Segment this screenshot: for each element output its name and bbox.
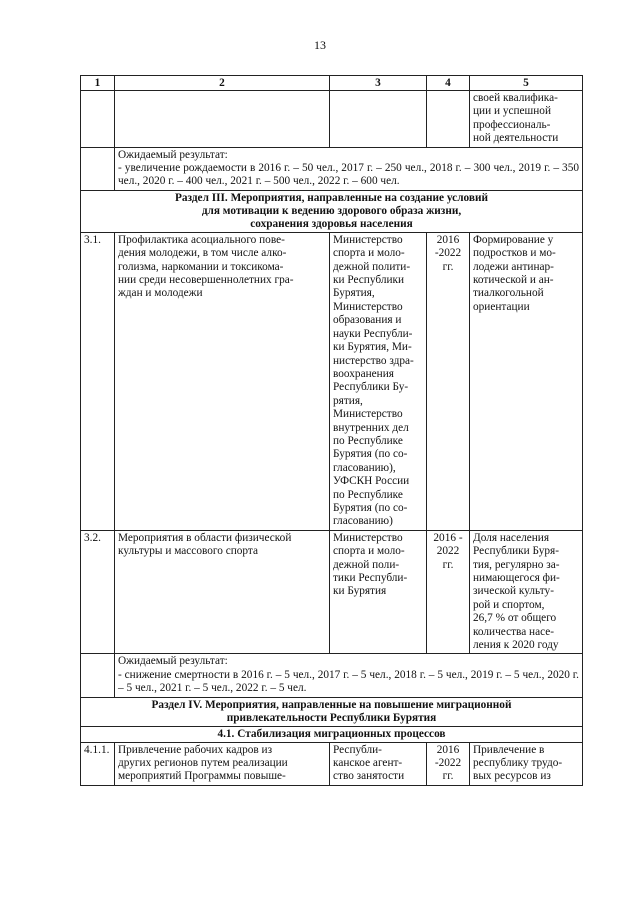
- row-number: 3.1.: [81, 232, 115, 530]
- expected-result-empty: [81, 654, 115, 697]
- text-line: лодежи антинар-: [473, 260, 554, 273]
- expected-outcome: [470, 530, 583, 654]
- text-line: 2016: [436, 743, 460, 756]
- text-line: 2016: [436, 233, 460, 246]
- period: [427, 742, 470, 785]
- text-line: Республи-: [333, 743, 382, 756]
- header-col-4: 4: [427, 76, 470, 91]
- measure-name: [115, 742, 330, 785]
- measures-table: [80, 75, 583, 786]
- text-line: ки Бурятия, Ми-: [333, 341, 412, 354]
- header-col-1: 1: [81, 76, 115, 91]
- text-line: Привлечение рабочих кадров из: [118, 743, 273, 756]
- executor: [330, 742, 427, 785]
- continued-row: [81, 91, 583, 148]
- measure-name: [115, 232, 330, 530]
- text-line: по Республике: [333, 488, 403, 501]
- text-line: вых ресурсов из: [473, 770, 551, 783]
- text-line: Профилактика асоциального пове-: [118, 233, 285, 246]
- text-line: ство занятости: [333, 770, 405, 783]
- text-line: -2022: [434, 757, 462, 770]
- expected-result-text: - увеличение рождаемости в 2016 г. – 50 чел., 2017 г. – 250 чел., 2018 г. – 300 чел., 2019 г. – 350 чел., 2020 г. – 400 чел., 2021 г. – 500 чел., 2022 г. – 600 чел.: [118, 162, 579, 188]
- text-line: рятия,: [333, 394, 363, 407]
- text-line: профессиональ-: [473, 118, 551, 131]
- text-line: -2022: [434, 247, 462, 260]
- header-col-3: 3: [330, 76, 427, 91]
- section-3-title: [81, 190, 583, 232]
- text-line: ления к 2020 году: [473, 639, 559, 652]
- continued-period: [427, 91, 470, 148]
- text-line: голизма, наркомании и токсикома-: [118, 260, 284, 273]
- text-line: спорта и моло-: [333, 247, 405, 260]
- section-3-row: [81, 190, 583, 232]
- text-line: 26,7 % от общего: [473, 612, 557, 625]
- text-line: ждан и молодежи: [118, 287, 203, 300]
- text-line: ции и успешной: [473, 105, 551, 118]
- row-number: 3.2.: [81, 530, 115, 654]
- continued-exec: [330, 91, 427, 148]
- expected-outcome: [470, 742, 583, 785]
- section-title-line: для мотивации к ведению здорового образа жизни,: [201, 204, 462, 217]
- section-title-line: Раздел IV. Мероприятия, направленные на повышение миграционной: [151, 698, 512, 711]
- text-line: других регионов путем реализации: [118, 757, 288, 770]
- text-line: Мероприятия в области физической: [118, 531, 292, 544]
- text-line: котической и ан-: [473, 274, 554, 287]
- text-line: Министерство: [333, 233, 403, 246]
- executor: [330, 232, 427, 530]
- text-line: воохранения: [333, 367, 394, 380]
- section-title-line: Раздел III. Мероприятия, направленные на создание условий: [174, 191, 489, 204]
- expected-result-cell: [115, 147, 583, 190]
- expected-result-row-1: [81, 147, 583, 190]
- text-line: канское агент-: [333, 757, 403, 770]
- text-line: дения молодежи, в том числе алко-: [118, 247, 287, 260]
- table-header-row: [81, 76, 583, 91]
- text-line: Республики Буря-: [473, 545, 559, 558]
- text-line: тиалкогольной: [473, 287, 544, 300]
- text-line: тики Республи-: [333, 572, 408, 584]
- text-line: ки Бурятия: [333, 585, 387, 598]
- text-line: нистерство здра-: [333, 354, 414, 367]
- text-line: ориентации: [473, 300, 530, 313]
- expected-result-label: Ожидаемый результат:: [118, 655, 228, 668]
- subsection-4-1-title: 4.1. Стабилизация миграционных процессов: [81, 726, 583, 742]
- section-title-line: сохранения здоровья населения: [250, 217, 413, 230]
- text-line: культуры и массового спорта: [118, 545, 258, 558]
- text-line: Министерство: [333, 300, 403, 313]
- text-line: по Республике: [333, 434, 403, 447]
- text-line: рой и спортом,: [473, 598, 545, 611]
- text-line: Доля населения: [473, 531, 550, 544]
- text-line: гг.: [442, 770, 454, 783]
- text-line: Привлечение в: [473, 743, 545, 756]
- expected-result-row-2: [81, 654, 583, 697]
- text-line: гласованию),: [333, 461, 396, 474]
- text-line: гг.: [442, 260, 454, 273]
- text-line: Министерство: [333, 408, 403, 421]
- text-line: Республики Бу-: [333, 381, 409, 394]
- text-line: внутренних дел: [333, 421, 409, 434]
- table-row-3-1: [81, 232, 583, 530]
- section-title-line: привлекательности Республики Бурятия: [226, 711, 437, 724]
- text-line: УФСКН России: [333, 475, 410, 488]
- expected-result-label: Ожидаемый результат:: [118, 148, 228, 161]
- table-row-4-1-1: [81, 742, 583, 785]
- text-line: подростков и мо-: [473, 247, 556, 260]
- expected-outcome: [470, 232, 583, 530]
- expected-result-empty: [81, 147, 115, 190]
- text-line: ной деятельности: [473, 132, 559, 145]
- text-line: зической культу-: [473, 585, 554, 598]
- section-4-title: [81, 697, 583, 726]
- subsection-4-1-row: [81, 726, 583, 742]
- text-line: количества насе-: [473, 625, 555, 638]
- continued-result: [470, 91, 583, 148]
- continued-name: [115, 91, 330, 148]
- text-line: науки Республи-: [333, 327, 413, 340]
- text-line: 2022 гг.: [436, 545, 460, 571]
- period: [427, 530, 470, 654]
- measure-name: [115, 530, 330, 654]
- text-line: Бурятия,: [333, 287, 375, 300]
- text-line: ки Республики: [333, 274, 405, 287]
- section-4-row: [81, 697, 583, 726]
- text-line: Бурятия (по со-: [333, 448, 408, 461]
- text-line: дежной поли-: [333, 558, 400, 571]
- text-line: тия, регулярно за-: [473, 558, 560, 571]
- continued-num: [81, 91, 115, 148]
- text-line: республику трудо-: [473, 757, 563, 770]
- text-line: мероприятий Программы повыше-: [118, 770, 286, 783]
- text-line: образования и: [333, 314, 402, 327]
- header-col-2: 2: [115, 76, 330, 91]
- text-line: нимающегося фи-: [473, 572, 560, 584]
- header-col-5: 5: [470, 76, 583, 91]
- text-line: Формирование у: [473, 233, 554, 246]
- period: [427, 232, 470, 530]
- text-line: дежной полити-: [333, 260, 411, 273]
- executor: [330, 530, 427, 654]
- row-number: 4.1.1.: [81, 742, 115, 785]
- page-number: 13: [314, 38, 326, 52]
- text-line: своей квалифика-: [473, 92, 558, 104]
- text-line: 2016 -: [433, 531, 463, 544]
- text-line: Министерство: [333, 531, 403, 544]
- text-line: спорта и моло-: [333, 545, 405, 558]
- text-line: нии среди несовершеннолетних гра-: [118, 274, 294, 287]
- expected-result-cell: [115, 654, 583, 697]
- table-row-3-2: [81, 530, 583, 654]
- expected-result-text: - снижение смертности в 2016 г. – 5 чел., 2017 г. – 5 чел., 2018 г. – 5 чел., 2019 г. – 5 чел., 2020 г. – 5 чел., 2021 г. – 5 чел., 2022 г. – 5 чел.: [118, 668, 579, 695]
- text-line: гласованию): [333, 515, 393, 528]
- text-line: Бурятия (по со-: [333, 501, 408, 514]
